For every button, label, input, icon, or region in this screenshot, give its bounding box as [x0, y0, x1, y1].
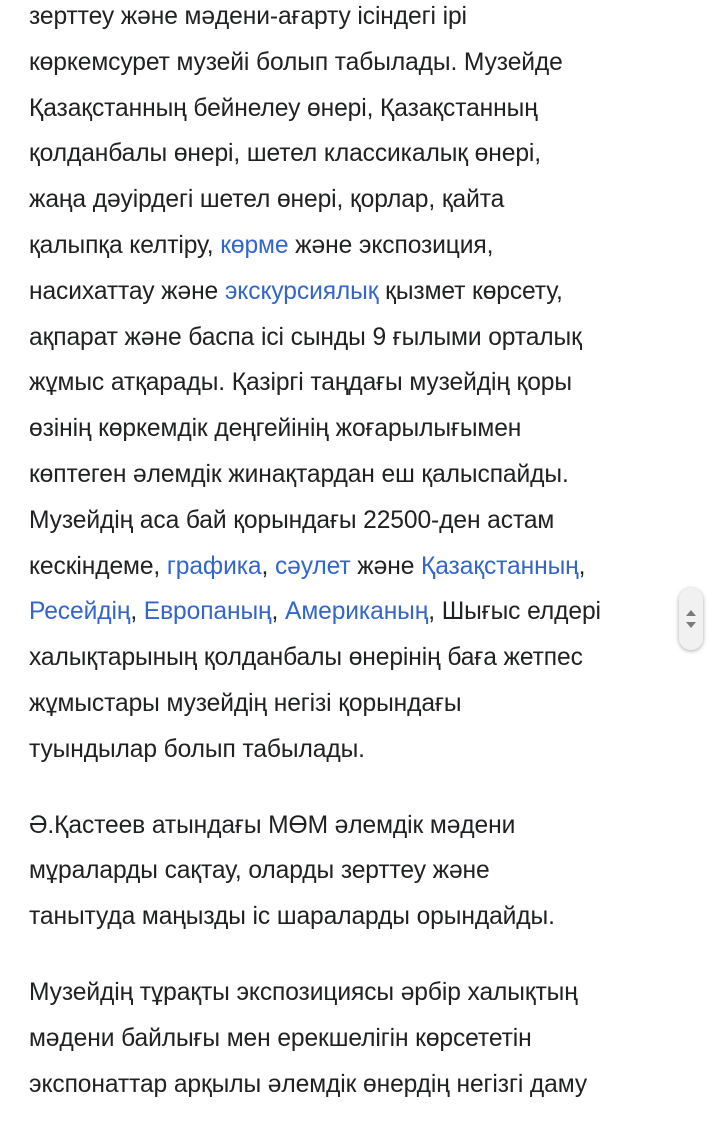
wiki-link[interactable]: көрме	[220, 231, 289, 259]
text-line	[29, 315, 695, 361]
text-line	[29, 1062, 695, 1108]
text-line	[29, 635, 695, 681]
text-run: және экспозиция,	[288, 231, 494, 259]
text-line	[29, 360, 695, 406]
text-line	[29, 177, 695, 223]
text-line	[29, 40, 695, 86]
article-paragraph	[29, 803, 695, 940]
text-run: ,	[261, 552, 275, 580]
text-run: көптеген әлемдік жинақтардан еш қалыспайды.	[29, 460, 569, 488]
text-line	[29, 406, 695, 452]
text-run: жаңа дәуірдегі шетел өнері, қорлар, қайта	[29, 186, 505, 214]
article-paragraph	[29, 0, 695, 773]
text-run: Ә.Қастеев атындағы МӨМ әлемдік мәдени	[29, 811, 516, 839]
fast-scroll-handle[interactable]	[679, 588, 703, 650]
text-line	[29, 498, 695, 544]
text-run: қызмет көрсету,	[378, 277, 563, 305]
text-run: , Шығыс елдері	[428, 598, 601, 626]
text-line	[29, 1016, 695, 1062]
text-run: насихаттау және	[29, 277, 225, 305]
text-line	[29, 269, 695, 315]
text-run: көркемсурет музейі болып табылады. Музейде	[29, 48, 563, 76]
text-run: ақпарат және баспа ісі сынды 9 ғылыми орталық	[29, 323, 582, 351]
article-paragraph	[29, 970, 695, 1107]
text-line	[29, 544, 695, 590]
text-line	[29, 681, 695, 727]
text-run: мәдени байлығы мен ерекшелігін көрсететін	[29, 1024, 532, 1052]
text-run: ,	[130, 598, 144, 626]
text-line	[29, 727, 695, 773]
article-body	[29, 0, 695, 1137]
text-line	[29, 803, 695, 849]
text-run: зерттеу және мәдени-ағарту ісіндегі ірі	[29, 3, 467, 30]
wiki-link[interactable]: сәулет	[274, 552, 351, 580]
text-line	[29, 894, 695, 940]
text-run: қолданбалы өнері, шетел классикалық өнері,	[29, 140, 541, 168]
text-run: қалыпқа келтіру,	[29, 231, 221, 259]
wiki-link[interactable]: Европаның	[143, 598, 272, 626]
text-line	[29, 452, 695, 498]
text-run: танытуда маңызды іс шараларды орындайды.	[29, 903, 555, 931]
text-run: Музейдің тұрақты экспозициясы әрбір халықтың	[29, 978, 578, 1006]
text-line	[29, 223, 695, 269]
text-run: туындылар болып табылады.	[29, 735, 365, 763]
text-run: халықтарының қолданбалы өнерінің баға жетпес	[29, 644, 583, 672]
chevron-up-icon	[686, 610, 696, 616]
text-line	[29, 0, 695, 40]
wiki-link[interactable]: Қазақстанның	[421, 552, 579, 580]
chevron-down-icon	[686, 622, 696, 628]
text-line	[29, 131, 695, 177]
text-line	[29, 848, 695, 894]
wiki-link[interactable]: Ресейдің	[29, 598, 131, 626]
text-run: ,	[578, 552, 586, 580]
text-run: кескіндеме,	[29, 552, 167, 580]
text-line	[29, 589, 695, 635]
wiki-link[interactable]: Американың	[285, 598, 429, 626]
text-run: жұмыс атқарады. Қазіргі таңдағы музейдің қоры	[29, 369, 572, 397]
text-run: Музейдің аса бай қорындағы 22500-ден астам	[29, 506, 555, 534]
wiki-link[interactable]: экскурсиялық	[224, 277, 379, 305]
text-line	[29, 970, 695, 1016]
text-run: ,	[271, 598, 286, 626]
text-run: экспонаттар арқылы әлемдік өнердің негізгі даму	[29, 1070, 588, 1098]
text-run: өзінің көркемдік деңгейінің жоғарылығымен	[29, 415, 522, 443]
wiki-link[interactable]: графика	[166, 552, 262, 580]
text-line	[29, 86, 695, 132]
text-run: жұмыстары музейдің негізі қорындағы	[29, 689, 462, 717]
text-run: және	[350, 552, 422, 580]
text-run: Қазақстанның бейнелеу өнері, Қазақстанның	[29, 94, 538, 122]
text-run: мұраларды сақтау, оларды зерттеу және	[29, 857, 490, 885]
